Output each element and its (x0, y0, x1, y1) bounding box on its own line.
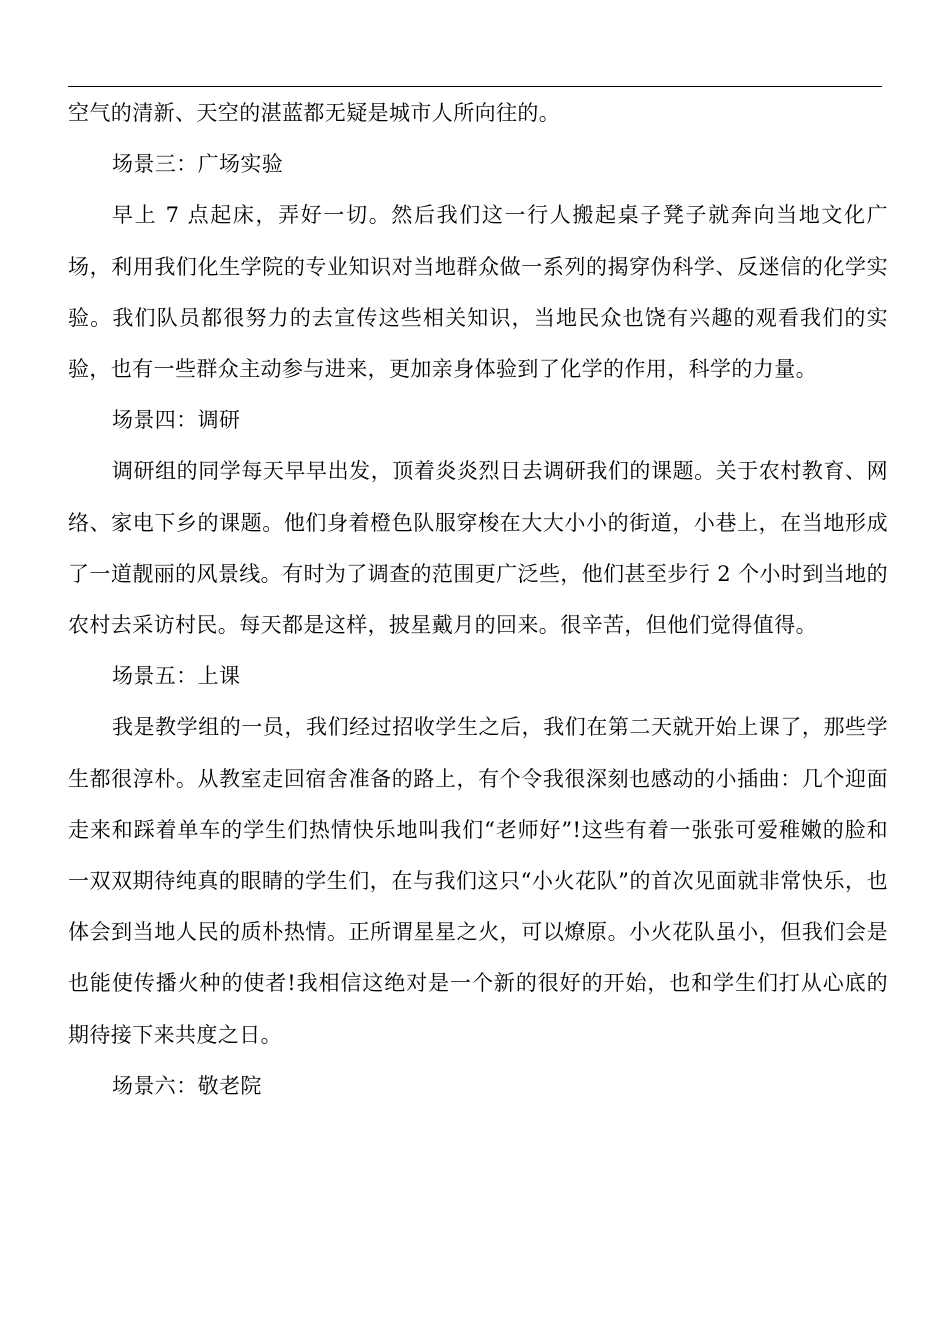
paragraph-research: 调研组的同学每天早早出发，顶着炎炎烈日去调研我们的课题。关于农村教育、网络、家电下乡的课题。他们身着橙色队服穿梭在大大小小的街道，小巷上，在当地形成了一道靓丽的风景线。有时为了调查的范围更广泛些，他们甚至步行 2 个小时到当地的农村去采访村民。每天都是这样，披星戴月的回来。很辛苦，但他们觉得值得。 (68, 459, 888, 638)
paragraph-teaching: 我是教学组的一员，我们经过招收学生之后，我们在第二天就开始上课了，那些学生都很淳朴。从教室走回宿舍准备的路上，有个令我很深刻也感动的小插曲：几个迎面走来和踩着单车的学生们热情快乐地叫我们“老师好”!这些有着一张张可爱稚嫩的脸和一双双期待纯真的眼睛的学生们，在与我们这只“小火花队”的首次见面就非常快乐，也体会到当地人民的质朴热情。正所谓星星之火，可以燎原。小火花队虽小，但我们会是也能使传播火种的使者!我相信这绝对是一个新的很好的开始，也和学生们打从心底的期待接下来共度之日。 (68, 715, 888, 1047)
section-heading-scene-4: 场景四：调研 (112, 408, 241, 433)
header-rule (68, 86, 882, 87)
paragraph-continuation: 空气的清新、天空的湛蓝都无疑是城市人所向往的。 (68, 101, 561, 125)
section-heading-scene-5: 场景五：上课 (112, 664, 241, 689)
section-heading-scene-3: 场景三：广场实验 (112, 152, 284, 177)
document-body (68, 88, 888, 1112)
section-heading-scene-6: 场景六：敬老院 (112, 1073, 262, 1098)
paragraph-square-experiment: 早上 7 点起床，弄好一切。然后我们这一行人搬起桌子凳子就奔向当地文化广场，利用我们化生学院的专业知识对当地群众做一系列的揭穿伪科学、反迷信的化学实验。我们队员都很努力的去宣传这些相关知识，当地民众也饶有兴趣的观看我们的实验，也有一些群众主动参与进来，更加亲身体验到了化学的作用，科学的力量。 (68, 203, 888, 382)
